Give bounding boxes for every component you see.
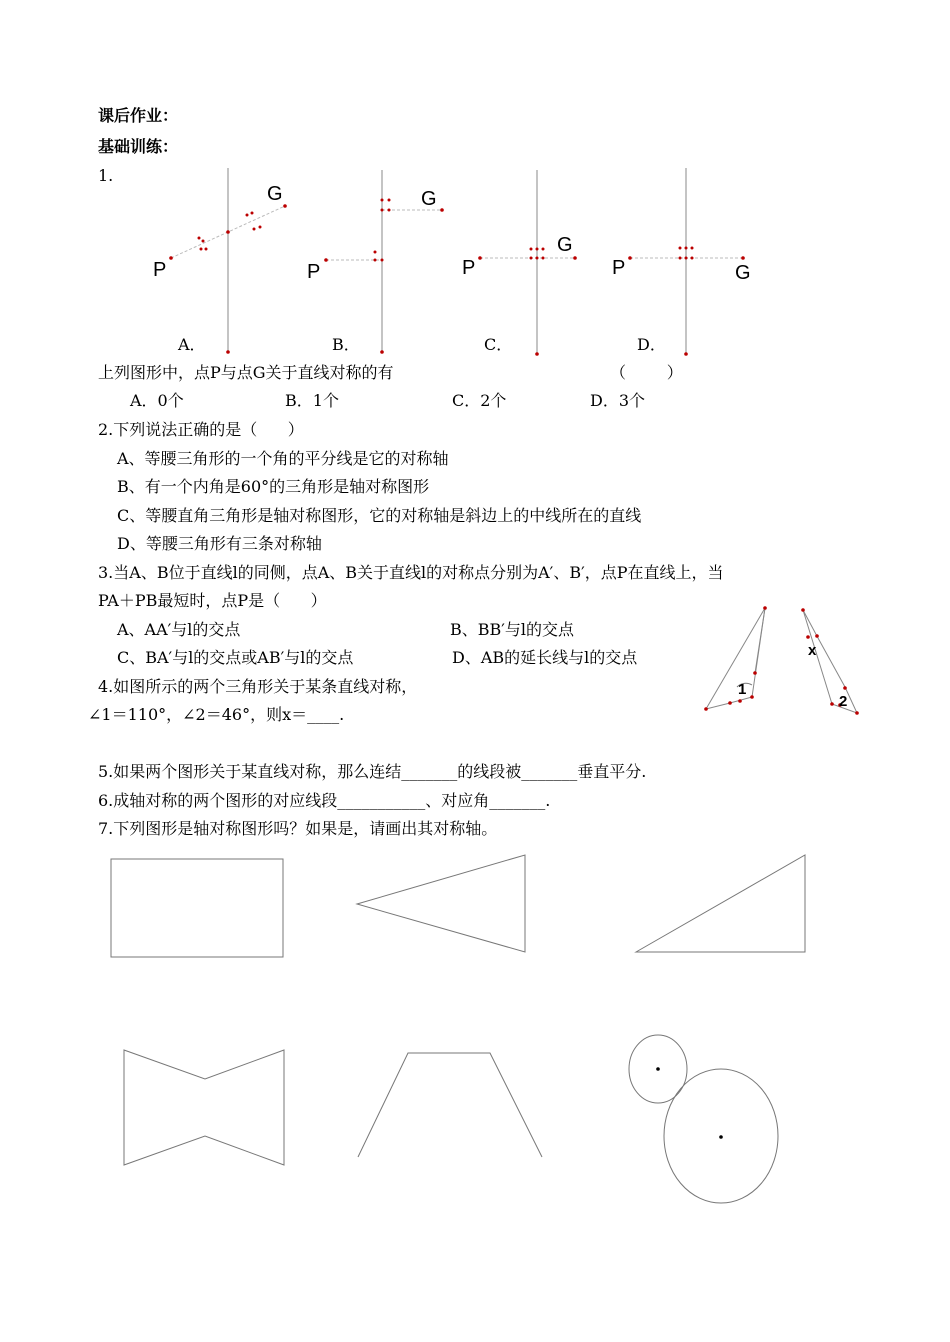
q7-trapezoid <box>358 1053 542 1157</box>
q1-number: 1. <box>98 166 114 185</box>
q7-isosceles-triangle <box>357 855 525 952</box>
q1-figure-c <box>462 170 577 356</box>
q3-stem-line1: 3.当A、B位于直线l的同侧，点A、B关于直线l的对称点分别为A′、B′，点P在直线上，当 <box>98 563 724 582</box>
q2-option-d: D、等腰三角形有三条对称轴 <box>117 534 322 553</box>
q7-right-triangle <box>636 855 805 952</box>
q1c-p-label: P <box>462 257 476 279</box>
q1-choice-c: C．2个 <box>452 391 507 410</box>
q2-option-c: C、等腰直角三角形是轴对称图形，它的对称轴是斜边上的中线所在的直线 <box>117 506 642 525</box>
q2-option-a: A、等腰三角形的一个角的平分线是它的对称轴 <box>117 449 449 468</box>
q1a-g-label: G <box>267 183 283 205</box>
q7-bowtie <box>124 1050 284 1165</box>
homework-heading: 课后作业： <box>98 106 179 125</box>
q2-stem: 2.下列说法正确的是（ ） <box>98 420 304 439</box>
q1-stem: 上列图形中，点P与点G关于直线对称的有 <box>98 363 394 382</box>
q1c-g-label: G <box>557 234 573 256</box>
q1-figure-b <box>307 170 444 354</box>
q1-choice-d: D．3个 <box>590 391 646 410</box>
q3-stem-line2: PA＋PB最短时，点P是（ ） <box>98 591 327 610</box>
q1b-p-label: P <box>307 261 321 283</box>
q1-figure-d <box>612 168 751 356</box>
q1d-p-label: P <box>612 257 626 279</box>
q7-rectangle <box>111 859 283 957</box>
q3-option-d: D、AB的延长线与l的交点 <box>452 648 638 667</box>
q3-option-c: C、BA′与l的交点或AB′与l的交点 <box>117 648 354 667</box>
q1-option-c: C． <box>484 335 513 354</box>
q4-stem-line1: 4.如图所示的两个三角形关于某条直线对称， <box>98 677 418 696</box>
q1-figure-a <box>153 168 287 354</box>
q1-choice-b: B．1个 <box>285 391 339 410</box>
q6-text: 6.成轴对称的两个图形的对应线段___________、对应角_______. <box>98 791 551 810</box>
basic-training-heading: 基础训练： <box>98 137 179 156</box>
q1-option-b: B． <box>332 335 360 354</box>
q4-triangles <box>704 606 859 715</box>
q5-text: 5.如果两个图形关于某直线对称，那么连结_______的线段被_______垂直平分. <box>98 762 647 781</box>
q4-x-label: x <box>808 642 817 659</box>
q3-option-b: B、BB′与l的交点 <box>450 620 575 639</box>
q2-option-b: B、有一个内角是60°的三角形是轴对称图形 <box>117 477 430 496</box>
q1a-p-label: P <box>153 259 167 281</box>
q4-stem-line2: ∠1＝110°，∠2＝46°，则x＝____. <box>88 705 345 724</box>
q7-text: 7.下列图形是轴对称图形吗？如果是，请画出其对称轴。 <box>98 819 498 838</box>
q1b-g-label: G <box>421 188 437 210</box>
q1-choice-a: A．0个 <box>130 391 184 410</box>
q4-angle1-label: 1 <box>738 681 747 698</box>
q1-paren: （ ） <box>610 363 683 382</box>
q4-angle2-label: 2 <box>839 693 848 710</box>
q1-option-a: A． <box>178 335 206 354</box>
q1-option-d: D． <box>637 335 666 354</box>
q3-option-a: A、AA′与l的交点 <box>117 620 241 639</box>
q1d-g-label: G <box>735 262 751 284</box>
